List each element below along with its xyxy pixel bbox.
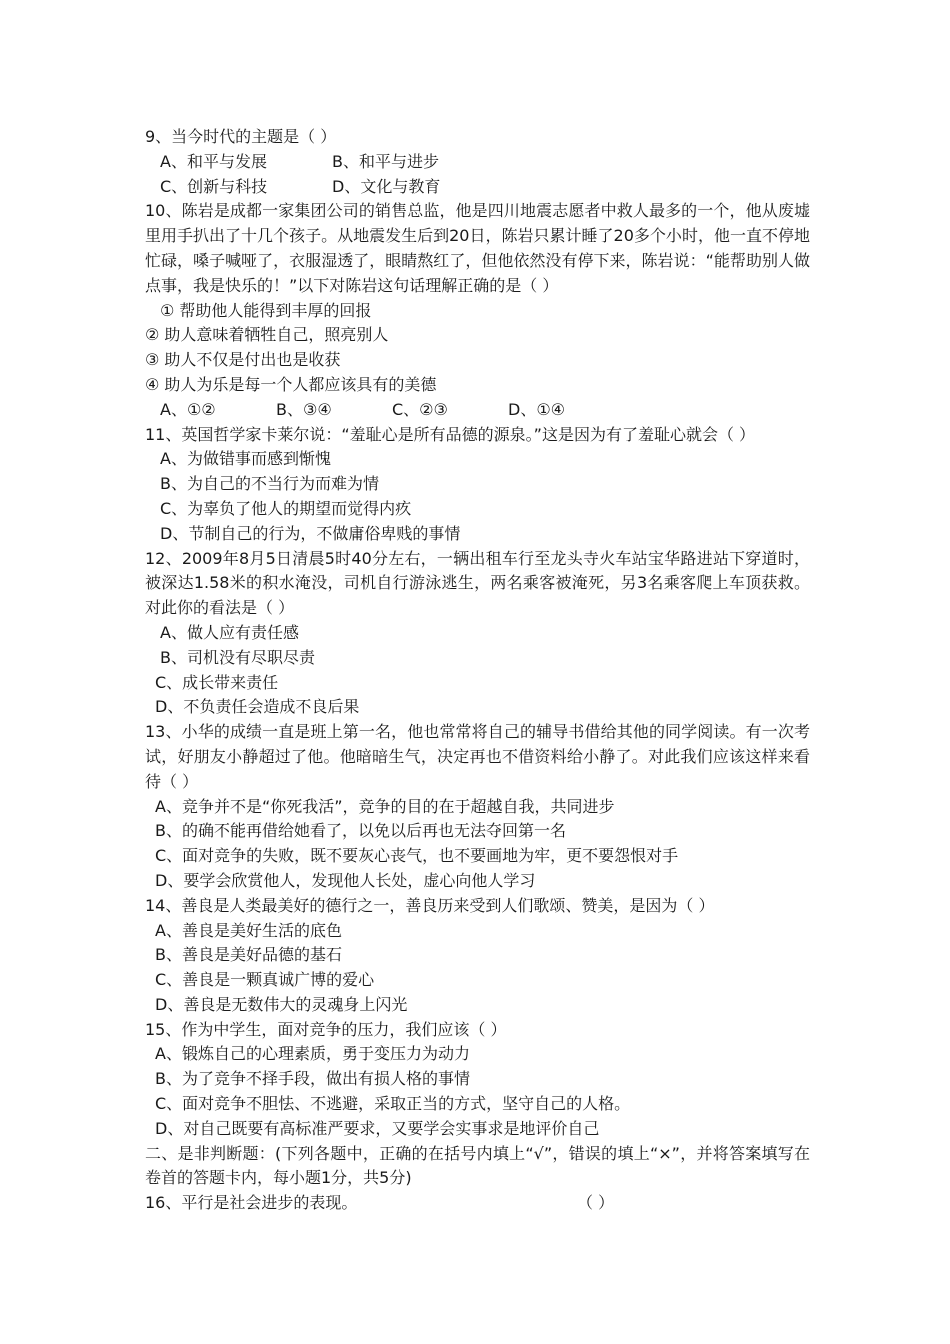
option-c: C、为辜负了他人的期望而觉得内疚 [160, 498, 412, 518]
option-b: B、司机没有尽职尽责 [160, 647, 315, 667]
answer-blank: （ ） [577, 1193, 615, 1213]
option-b: B、为自己的不当行为而难为情 [160, 474, 379, 494]
option-b: B、为了竞争不择手段，做出有损人格的事情 [155, 1069, 470, 1089]
option-b: B、③④ [276, 399, 332, 419]
option-d: D、节制自己的行为，不做庸俗卑贱的事情 [160, 523, 461, 543]
option-c: C、面对竞争的失败，既不要灰心丧气，也不要画地为牢，更不要怨恨对手 [155, 846, 679, 866]
option-d: D、文化与教育 [332, 176, 441, 196]
question-12-stem: 12、2009年8月5日清晨5时40分左右，一辆出租车行至龙头寺火车站宝华路进站下穿道时，被深达1.58米的积水淹没，司机自行游泳逃生，两名乘客被淹死，另3名乘客爬上车顶获救。对此你的看法是（ ） [145, 548, 810, 618]
statement-4: ④ 助人为乐是每一个人都应该具有的美德 [145, 374, 437, 394]
question-9-options-row1 [145, 150, 810, 175]
option-a: A、①② [160, 399, 216, 419]
question-16-text: 16、平行是社会进步的表现。 [145, 1193, 358, 1213]
option-b: B、和平与进步 [332, 151, 439, 171]
option-c: C、面对竞争不胆怯、不逃避，采取正当的方式，坚守自己的人格。 [155, 1094, 631, 1114]
option-a: A、善良是美好生活的底色 [155, 920, 342, 940]
option-d: D、对自己既要有高标准严要求，又要学会实事求是地评价自己 [155, 1118, 600, 1138]
question-16 [145, 1191, 810, 1216]
option-a: A、锻炼自己的心理素质，勇于变压力为动力 [155, 1044, 470, 1064]
option-d: D、善良是无数伟大的灵魂身上闪光 [155, 994, 408, 1014]
option-a: A、竞争并不是“你死我活”，竞争的目的在于超越自我，共同进步 [155, 796, 615, 816]
statement-1: ① 帮助他人能得到丰厚的回报 [160, 300, 372, 320]
option-c: C、创新与科技 [160, 176, 268, 196]
option-a: A、为做错事而感到惭愧 [160, 449, 331, 469]
question-13-stem: 13、小华的成绩一直是班上第一名，他也常常将自己的辅导书借给其他的同学阅读。有一次考试，好朋友小静超过了他。他暗暗生气，决定再也不借资料给小静了。对此我们应该这样来看待（ ） [145, 722, 810, 791]
option-d: D、不负责任会造成不良后果 [155, 697, 360, 717]
option-d: D、①④ [508, 399, 566, 419]
question-15-stem: 15、作为中学生，面对竞争的压力，我们应该（ ） [145, 1019, 507, 1039]
question-9-stem: 9、当今时代的主题是（ ） [145, 127, 337, 146]
option-b: B、善良是美好品德的基石 [155, 945, 342, 965]
question-11-stem: 11、英国哲学家卡莱尔说：“羞耻心是所有品德的源泉。”这是因为有了羞耻心就会（ ） [145, 424, 756, 444]
option-c: C、成长带来责任 [155, 672, 279, 692]
statement-3: ③ 助人不仅是付出也是收获 [145, 350, 341, 370]
option-c: C、②③ [392, 399, 448, 419]
option-b: B、的确不能再借给她看了，以免以后再也无法夺回第一名 [155, 821, 566, 841]
question-10-stem: 10、陈岩是成都一家集团公司的销售总监，他是四川地震志愿者中救人最多的一个，他从废墟里用手扒出了十几个孩子。从地震发生后到20日，陈岩只累计睡了20多个小时，他一直不停地忙碌，嗓子喊哑了，衣服湿透了，眼睛熬红了，但他依然没有停下来，陈岩说：“能帮助别人做点事，我是快乐的！”以下对陈岩这句话理解正确的是（ ） [145, 201, 810, 295]
question-9-options-row2 [145, 175, 810, 200]
question-10-options [145, 398, 810, 423]
exam-content [145, 125, 810, 1216]
option-a: A、做人应有责任感 [160, 622, 299, 642]
option-d: D、要学会欣赏他人，发现他人长处，虚心向他人学习 [155, 870, 536, 890]
statement-2: ② 助人意味着牺牲自己，照亮别人 [145, 325, 389, 345]
section-2-heading: 二、是非判断题：(下列各题中，正确的在括号内填上“√”，错误的填上“×”，并将答案填写在卷首的答题卡内，每小题1分，共5分) [145, 1143, 810, 1188]
option-c: C、善良是一颗真诚广博的爱心 [155, 970, 375, 990]
question-14-stem: 14、善良是人类最美好的德行之一，善良历来受到人们歌颂、赞美，是因为（ ） [145, 895, 715, 915]
option-a: A、和平与发展 [160, 151, 267, 171]
